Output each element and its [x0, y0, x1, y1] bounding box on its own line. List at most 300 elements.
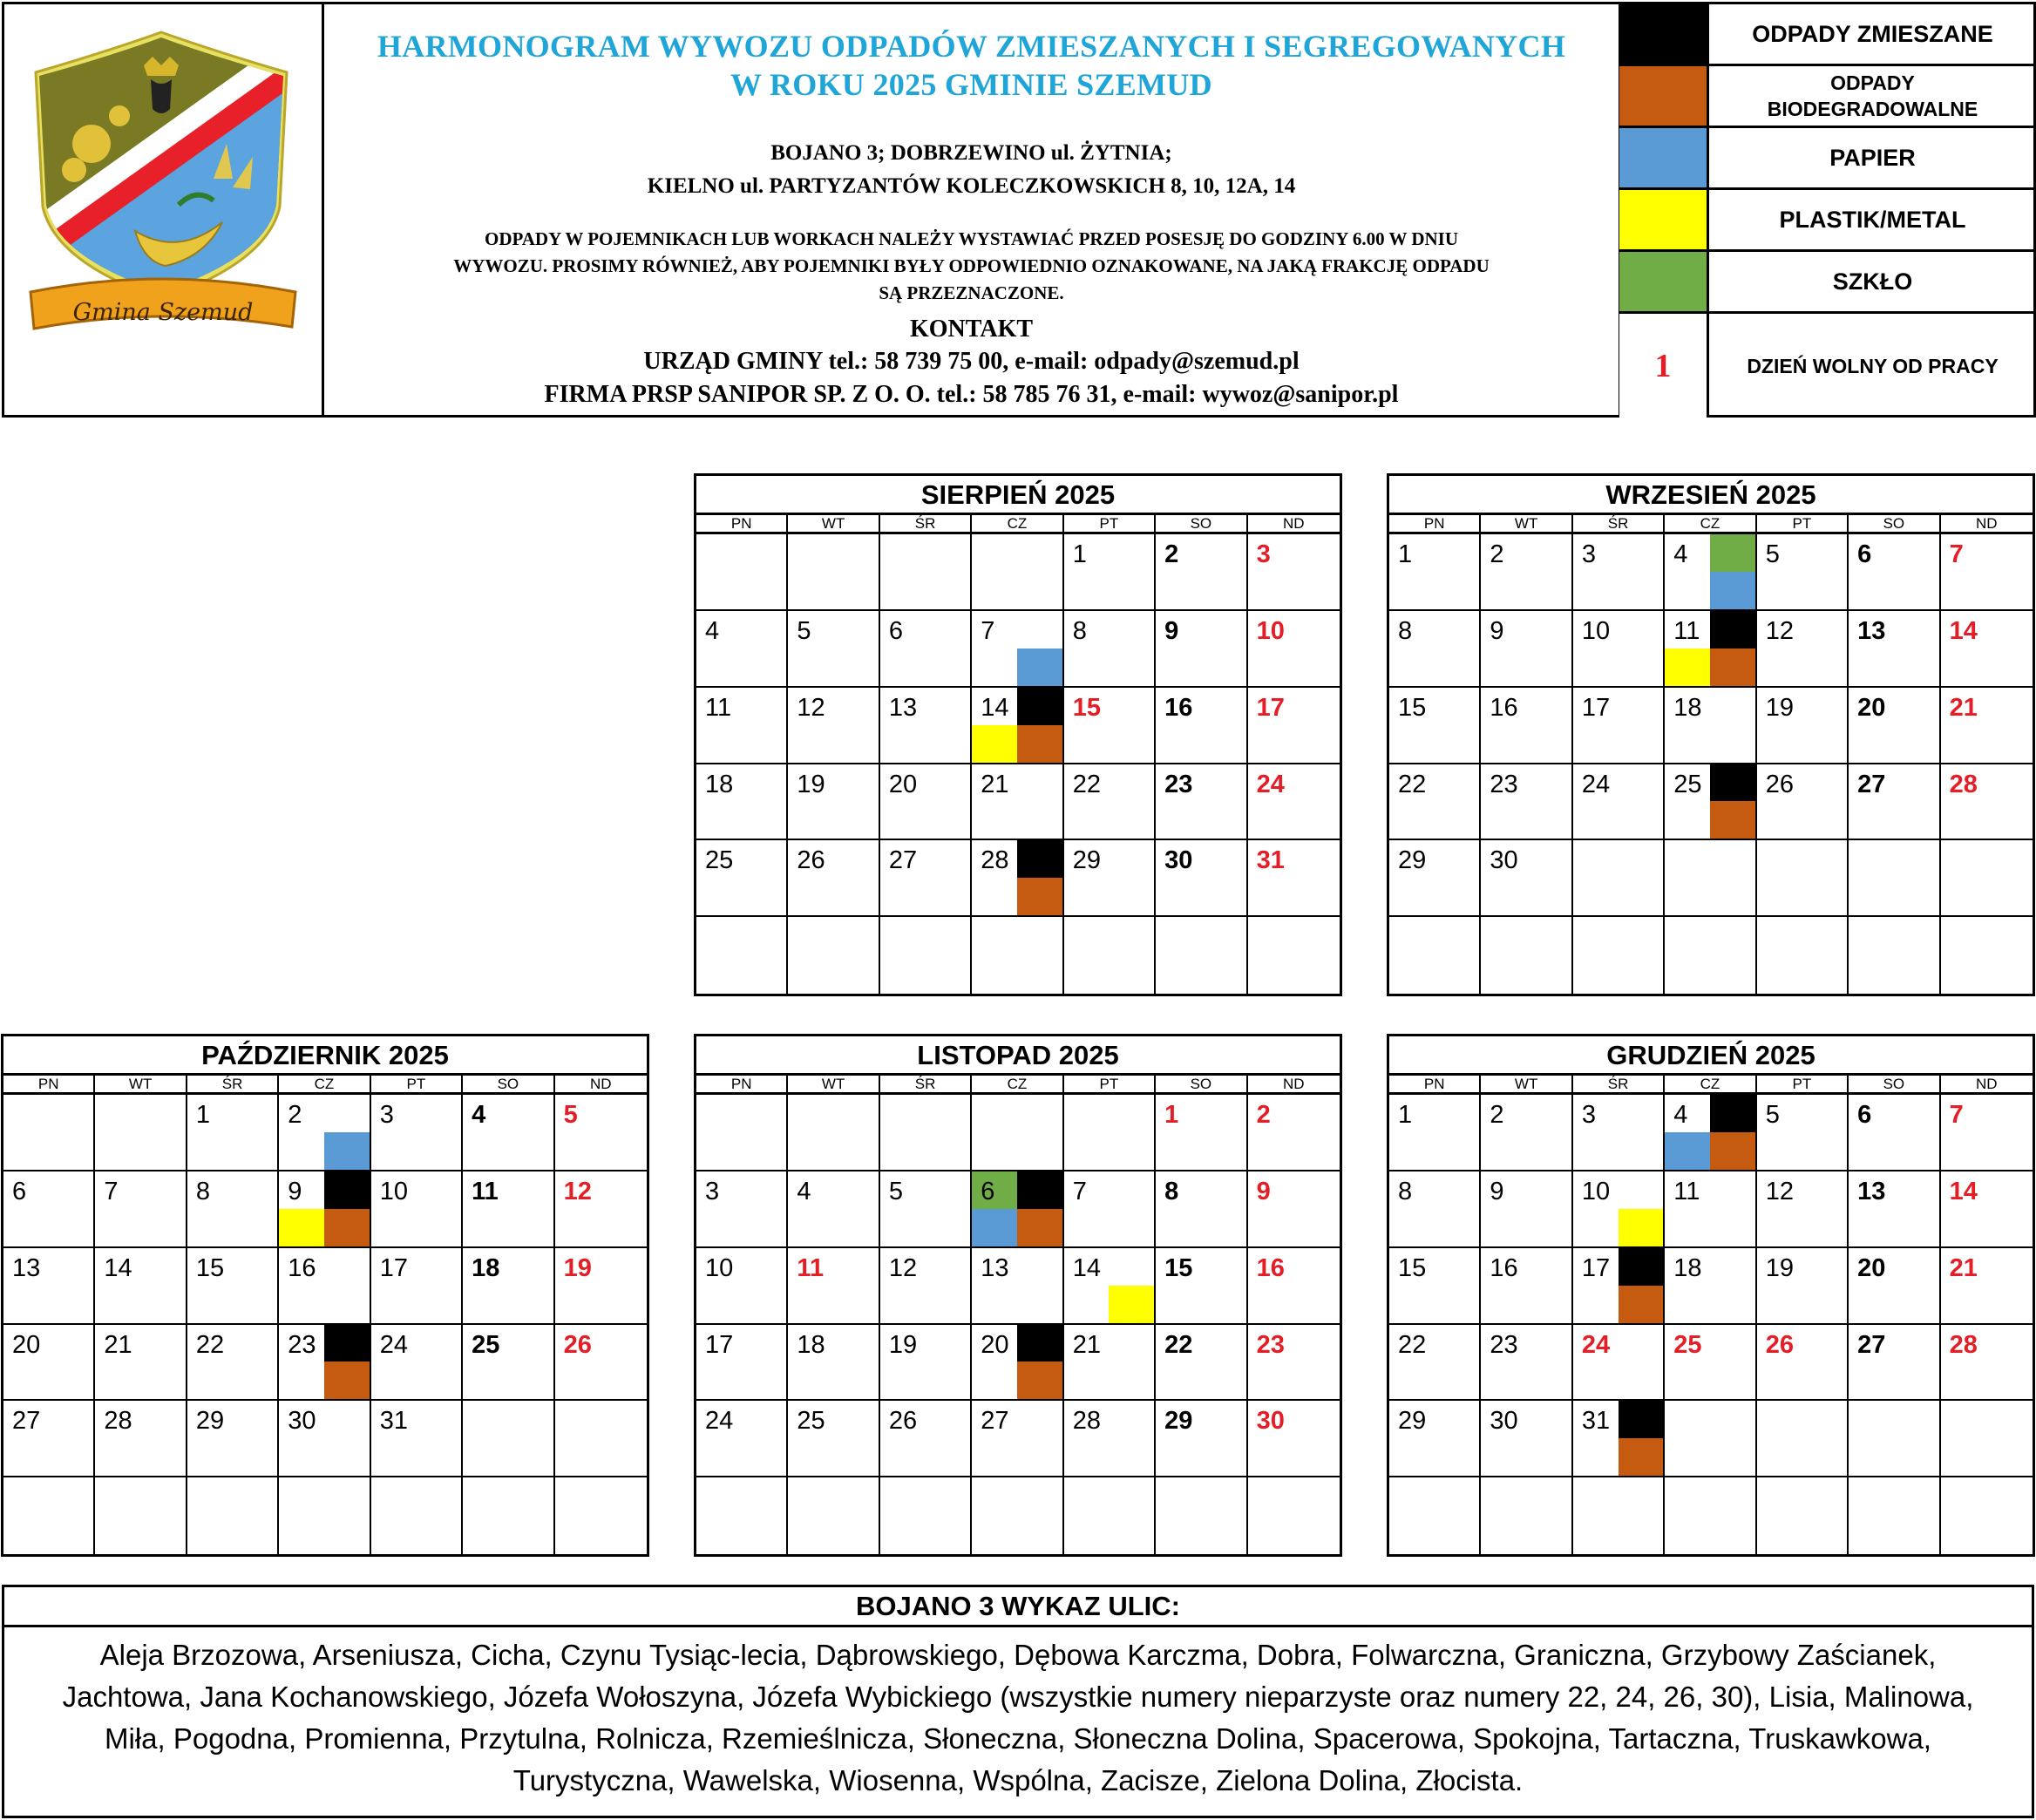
waste-marker-brown	[324, 1209, 370, 1246]
weekday-label: PN	[696, 1076, 788, 1093]
day-number: 21	[104, 1330, 132, 1359]
day-number: 27	[1857, 770, 1886, 798]
day-cell	[3, 1095, 95, 1171]
day-cell	[1389, 1095, 1481, 1171]
weekday-label: ŚR	[880, 515, 972, 533]
day-cell	[1757, 1248, 1849, 1325]
streets-title: BOJANO 3 WYKAZ ULIC:	[4, 1587, 2032, 1627]
day-cell	[1757, 840, 1849, 917]
day-cell	[1389, 1248, 1481, 1325]
day-number: 2	[1164, 540, 1179, 568]
day-number: 13	[1857, 1177, 1886, 1205]
day-cell	[880, 688, 972, 764]
day-cell	[3, 1171, 95, 1248]
weekday-label: ND	[1976, 1076, 1998, 1092]
day-number: 3	[1581, 1101, 1596, 1129]
day-cell	[1757, 534, 1849, 611]
day-number: 28	[1072, 1407, 1101, 1436]
day-cell	[1757, 1477, 1849, 1554]
weekday-label: ŚR	[1573, 1076, 1665, 1093]
day-cell	[880, 1248, 972, 1325]
day-cell	[880, 1477, 972, 1554]
day-cell	[187, 1095, 279, 1171]
day-cell	[463, 1248, 554, 1325]
weekday-label: SO	[463, 1076, 554, 1093]
day-number: 10	[705, 1253, 734, 1282]
day-cell	[555, 1477, 647, 1554]
day-cell	[371, 1171, 463, 1248]
day-cell	[187, 1401, 279, 1477]
day-cell	[1665, 1095, 1756, 1171]
calendar-title: WRZESIEŃ 2025	[1389, 476, 2033, 515]
day-cell	[880, 611, 972, 688]
day-number: 22	[1398, 770, 1427, 798]
day-cell	[788, 611, 879, 688]
day-cell	[972, 764, 1063, 841]
weekday-label: WT	[788, 1076, 879, 1093]
day-cell	[1156, 1477, 1247, 1554]
waste-marker-black	[1710, 611, 1755, 649]
calendar-september	[1387, 473, 2035, 996]
day-cell	[880, 917, 972, 994]
day-cell	[187, 1248, 279, 1325]
day-cell	[1481, 611, 1572, 688]
day-cell	[371, 1248, 463, 1325]
day-number: 8	[1072, 616, 1087, 645]
day-cell	[555, 1171, 647, 1248]
header	[2, 2, 2034, 421]
day-cell	[972, 1095, 1063, 1171]
day-number: 29	[195, 1407, 225, 1436]
day-number: 6	[1857, 540, 1872, 568]
day-cell	[696, 688, 788, 764]
day-cell	[1389, 611, 1481, 688]
day-number: 23	[1490, 1330, 1518, 1359]
day-number: 9	[1164, 616, 1179, 645]
weekday-label: ND	[1283, 1076, 1305, 1092]
calendar-grid	[3, 1095, 647, 1554]
day-cell	[1389, 1171, 1481, 1248]
weekday-label: CZ	[972, 515, 1063, 533]
calendar-title: SIERPIEŃ 2025	[696, 476, 1340, 515]
streets-text	[4, 1627, 2032, 1802]
weekday-label: ND	[1283, 515, 1305, 532]
schedule-title-line1: HARMONOGRAM WYWOZU ODPADÓW ZMIESZANYCH I SEGREGOWANYCH	[377, 29, 1566, 64]
day-cell	[187, 1325, 279, 1402]
legend-row	[1619, 314, 2033, 418]
day-cell	[1389, 840, 1481, 917]
day-cell	[1849, 840, 1940, 917]
day-cell	[1665, 1401, 1756, 1477]
day-cell	[1573, 1477, 1665, 1554]
waste-marker-brown	[1017, 1362, 1062, 1399]
day-number: 1	[1398, 540, 1413, 568]
day-number: 25	[472, 1330, 500, 1359]
day-number: 21	[1072, 1330, 1101, 1359]
day-cell	[1665, 764, 1756, 841]
streets-line3: Miła, Pogodna, Promienna, Przytulna, Rolnicza, Rzemieślnicza, Słoneczna, Słoneczna Dolina, Spacerowa, Spokojna, Tartaczna, Truskawkowa,	[105, 1722, 1931, 1755]
day-cell	[1573, 1095, 1665, 1171]
day-number: 10	[1581, 1177, 1611, 1205]
day-cell	[1665, 1477, 1756, 1554]
day-cell	[279, 1171, 370, 1248]
day-number: 3	[1256, 540, 1271, 568]
day-number: 3	[379, 1101, 394, 1129]
day-cell	[371, 1401, 463, 1477]
day-cell	[1849, 611, 1940, 688]
day-cell	[1156, 764, 1247, 841]
day-cell	[95, 1325, 187, 1402]
day-number: 22	[1164, 1330, 1193, 1359]
day-cell	[972, 1477, 1063, 1554]
day-number: 20	[981, 1330, 1009, 1359]
day-number: 28	[1949, 770, 1978, 798]
day-number: 25	[705, 846, 734, 875]
contact-heading: KONTAKT	[909, 316, 1034, 343]
day-cell	[696, 1477, 788, 1554]
weekday-label: CZ	[972, 1076, 1063, 1093]
day-cell	[880, 1325, 972, 1402]
day-number: 1	[195, 1101, 210, 1129]
day-cell	[1849, 1477, 1940, 1554]
day-cell	[1941, 1401, 2033, 1477]
day-cell	[555, 1095, 647, 1171]
waste-marker-black	[1710, 1095, 1755, 1132]
day-cell	[1573, 534, 1665, 611]
day-cell	[1389, 764, 1481, 841]
day-cell	[1389, 534, 1481, 611]
day-cell	[1389, 688, 1481, 764]
day-cell	[463, 1477, 554, 1554]
day-number: 21	[981, 770, 1009, 798]
day-number: 17	[379, 1253, 408, 1282]
day-number: 16	[1490, 693, 1518, 722]
day-number: 18	[472, 1253, 500, 1282]
day-cell	[1941, 611, 2033, 688]
weekday-label: CZ	[279, 1076, 370, 1093]
day-cell	[788, 1325, 879, 1402]
day-cell	[1573, 917, 1665, 994]
day-cell	[1757, 917, 1849, 994]
day-number: 27	[888, 846, 918, 875]
day-number: 19	[1765, 1253, 1794, 1282]
day-number: 29	[1072, 846, 1101, 875]
waste-marker-brown	[1017, 1209, 1062, 1246]
day-cell	[371, 1095, 463, 1171]
day-number: 13	[12, 1253, 41, 1282]
day-cell	[788, 1477, 879, 1554]
waste-marker-black	[1710, 764, 1755, 802]
weekday-label: WT	[1481, 1076, 1572, 1093]
day-cell	[3, 1325, 95, 1402]
day-cell	[3, 1477, 95, 1554]
day-cell	[1156, 840, 1247, 917]
waste-marker-brown	[1017, 725, 1062, 763]
day-number: 17	[1581, 693, 1611, 722]
day-cell	[788, 1248, 879, 1325]
day-cell	[1849, 688, 1940, 764]
day-number: 19	[888, 1330, 918, 1359]
day-cell	[788, 917, 879, 994]
weekday-label: PT	[1757, 515, 1849, 533]
day-cell	[1481, 840, 1572, 917]
day-cell	[1389, 1477, 1481, 1554]
day-number: 17	[1256, 693, 1285, 722]
day-number: 6	[1857, 1101, 1872, 1129]
weekday-label: ŚR	[880, 1076, 972, 1093]
day-number: 4	[1673, 540, 1688, 568]
legend-row	[1619, 190, 2033, 252]
legend-swatch-black	[1619, 4, 1709, 64]
day-number: 18	[797, 1330, 825, 1359]
day-number: 11	[797, 1253, 825, 1282]
day-cell	[1941, 1325, 2033, 1402]
info-cell	[324, 2, 1621, 418]
day-number: 8	[1398, 616, 1413, 645]
day-cell	[1248, 1171, 1340, 1248]
day-number: 16	[1490, 1253, 1518, 1282]
legend-swatch-brown	[1619, 66, 1709, 126]
day-cell	[1064, 1401, 1156, 1477]
day-cell	[788, 1171, 879, 1248]
day-number: 19	[797, 770, 825, 798]
day-cell	[279, 1477, 370, 1554]
day-number: 20	[888, 770, 918, 798]
calendar-grid	[696, 1095, 1340, 1554]
day-cell	[1064, 611, 1156, 688]
weekday-label: PN	[696, 515, 788, 533]
day-cell	[880, 764, 972, 841]
day-cell	[1481, 1248, 1572, 1325]
day-cell	[555, 1248, 647, 1325]
day-cell	[1156, 917, 1247, 994]
waste-marker-green	[1710, 534, 1755, 572]
day-cell	[1156, 1248, 1247, 1325]
day-number: 28	[981, 846, 1009, 875]
day-number: 11	[1673, 616, 1700, 645]
waste-marker-yellow	[1109, 1286, 1154, 1323]
weekday-header	[696, 1076, 1340, 1095]
day-number: 2	[288, 1101, 302, 1129]
day-cell	[1573, 764, 1665, 841]
day-number: 15	[195, 1253, 225, 1282]
day-number: 5	[797, 616, 811, 645]
day-number: 24	[1581, 770, 1611, 798]
day-cell	[1481, 917, 1572, 994]
waste-marker-yellow	[1665, 649, 1710, 686]
day-number: 5	[563, 1101, 578, 1129]
day-cell	[1064, 534, 1156, 611]
day-number: 22	[1072, 770, 1101, 798]
day-cell	[1064, 1095, 1156, 1171]
day-number: 28	[104, 1407, 132, 1436]
locations-line2: KIELNO ul. PARTYZANTÓW KOLECZKOWSKICH 8, 10, 12A, 14	[647, 174, 1296, 198]
day-number: 10	[1581, 616, 1611, 645]
waste-marker-black	[1619, 1248, 1664, 1286]
legend-row	[1619, 4, 2033, 66]
day-number: 13	[1857, 616, 1886, 645]
day-cell	[279, 1095, 370, 1171]
day-cell	[1389, 1325, 1481, 1402]
day-cell	[1665, 840, 1756, 917]
day-cell	[1757, 611, 1849, 688]
day-number: 11	[472, 1177, 499, 1205]
logo-cell	[2, 2, 324, 418]
notice-line1: ODPADY W POJEMNIKACH LUB WORKACH NALEŻY WYSTAWIAĆ PRZED POSESJĘ DO GODZINY 6.00 W DNIU	[484, 228, 1459, 249]
day-number: 23	[288, 1330, 316, 1359]
weekday-label: WT	[788, 515, 879, 533]
day-number: 16	[1164, 693, 1193, 722]
day-cell	[1941, 688, 2033, 764]
day-number: 12	[797, 693, 825, 722]
weekday-label: ND	[590, 1076, 612, 1092]
day-cell	[972, 1401, 1063, 1477]
weekday-label: CZ	[1665, 1076, 1756, 1093]
day-cell	[463, 1325, 554, 1402]
waste-marker-black	[324, 1325, 370, 1362]
day-cell	[1064, 1248, 1156, 1325]
day-cell	[555, 1325, 647, 1402]
day-cell	[1064, 1171, 1156, 1248]
day-cell	[1248, 1248, 1340, 1325]
waste-marker-black	[1017, 1325, 1062, 1362]
day-number: 31	[1256, 846, 1285, 875]
day-number: 8	[1398, 1177, 1413, 1205]
day-cell	[555, 1401, 647, 1477]
day-cell	[880, 1171, 972, 1248]
day-number: 30	[1490, 846, 1518, 875]
calendar-title: LISTOPAD 2025	[696, 1036, 1340, 1076]
day-cell	[1757, 1401, 1849, 1477]
weekday-label: WT	[1481, 515, 1572, 533]
waste-marker-brown	[1619, 1286, 1664, 1323]
day-number: 7	[981, 616, 995, 645]
day-number: 8	[1164, 1177, 1179, 1205]
day-cell	[1665, 611, 1756, 688]
legend-label: PLASTIK/METAL	[1779, 207, 1966, 233]
day-number: 25	[797, 1407, 825, 1436]
weekday-label: PT	[1064, 1076, 1156, 1093]
day-cell	[1941, 917, 2033, 994]
day-number: 31	[1581, 1407, 1611, 1436]
day-cell	[696, 1171, 788, 1248]
day-number: 12	[563, 1177, 592, 1205]
day-number: 5	[888, 1177, 903, 1205]
waste-marker-black	[324, 1171, 370, 1209]
weekday-header	[3, 1076, 647, 1095]
day-cell	[1481, 1095, 1572, 1171]
waste-marker-brown	[1710, 801, 1755, 839]
day-cell	[696, 1401, 788, 1477]
day-number: 28	[1949, 1330, 1978, 1359]
day-number: 12	[888, 1253, 918, 1282]
day-cell	[279, 1325, 370, 1402]
calendar-august	[694, 473, 1342, 996]
day-number: 15	[1072, 693, 1101, 722]
day-number: 7	[1072, 1177, 1087, 1205]
day-cell	[1248, 1325, 1340, 1402]
day-number: 20	[1857, 693, 1886, 722]
waste-marker-black	[1017, 688, 1062, 725]
day-cell	[696, 917, 788, 994]
day-cell	[880, 1095, 972, 1171]
day-cell	[1757, 688, 1849, 764]
day-number: 1	[1398, 1101, 1413, 1129]
day-number: 29	[1398, 846, 1427, 875]
day-cell	[1389, 917, 1481, 994]
calendar-grid	[1389, 1095, 2033, 1554]
day-cell	[1156, 534, 1247, 611]
day-number: 26	[1765, 770, 1794, 798]
waste-marker-blue	[972, 1209, 1017, 1246]
day-cell	[788, 764, 879, 841]
day-cell	[1941, 1248, 2033, 1325]
day-number: 23	[1490, 770, 1518, 798]
day-cell	[95, 1477, 187, 1554]
day-cell	[696, 840, 788, 917]
day-number: 13	[981, 1253, 1009, 1282]
day-cell	[1156, 688, 1247, 764]
day-number: 2	[1490, 540, 1504, 568]
waste-marker-black	[1017, 840, 1062, 878]
day-number: 24	[379, 1330, 408, 1359]
day-number: 24	[705, 1407, 734, 1436]
day-cell	[1757, 1171, 1849, 1248]
day-cell	[696, 611, 788, 688]
gmina-szemud-coat-of-arms	[4, 4, 322, 415]
waste-marker-brown	[1017, 878, 1062, 915]
day-cell	[279, 1248, 370, 1325]
day-number: 14	[1949, 1177, 1978, 1205]
day-number: 22	[1398, 1330, 1427, 1359]
day-cell	[1849, 1171, 1940, 1248]
waste-marker-black	[1619, 1401, 1664, 1438]
day-cell	[371, 1325, 463, 1402]
weekday-label: PT	[371, 1076, 463, 1093]
day-cell	[696, 1248, 788, 1325]
day-number: 15	[1164, 1253, 1193, 1282]
day-cell	[95, 1171, 187, 1248]
day-number: 21	[1949, 693, 1978, 722]
day-cell	[880, 1401, 972, 1477]
day-number: 25	[1673, 770, 1702, 798]
day-cell	[1573, 1325, 1665, 1402]
weekday-label: PN	[1389, 515, 1481, 533]
day-number: 16	[288, 1253, 316, 1282]
day-cell	[972, 840, 1063, 917]
day-number: 15	[1398, 693, 1427, 722]
calendar-december	[1387, 1034, 2035, 1557]
day-number: 2	[1490, 1101, 1504, 1129]
day-number: 21	[1949, 1253, 1978, 1282]
day-cell	[1941, 1477, 2033, 1554]
day-number: 30	[1490, 1407, 1518, 1436]
day-cell	[1573, 1401, 1665, 1477]
day-cell	[1064, 917, 1156, 994]
day-number: 9	[1490, 616, 1504, 645]
day-cell	[1064, 764, 1156, 841]
notice-line2: WYWOZU. PROSIMY RÓWNIEŻ, ABY POJEMNIKI BYŁY ODPOWIEDNIO OZNAKOWANE, NA JAKĄ FRAKCJĘ ODPADU	[453, 255, 1490, 276]
day-cell	[1156, 611, 1247, 688]
day-cell	[1248, 534, 1340, 611]
calendar-title: PAŹDZIERNIK 2025	[3, 1036, 647, 1076]
day-number: 26	[797, 846, 825, 875]
day-number: 6	[888, 616, 903, 645]
day-cell	[1389, 1401, 1481, 1477]
waste-marker-black	[1017, 1171, 1062, 1209]
streets-line2: Jachtowa, Jana Kochanowskiego, Józefa Wołoszyna, Józefa Wybickiego (wszystkie numery nieparzyste oraz numery 22, 24, 26, 30), Lisia, Malinowa,	[62, 1681, 1974, 1713]
day-number: 17	[705, 1330, 734, 1359]
